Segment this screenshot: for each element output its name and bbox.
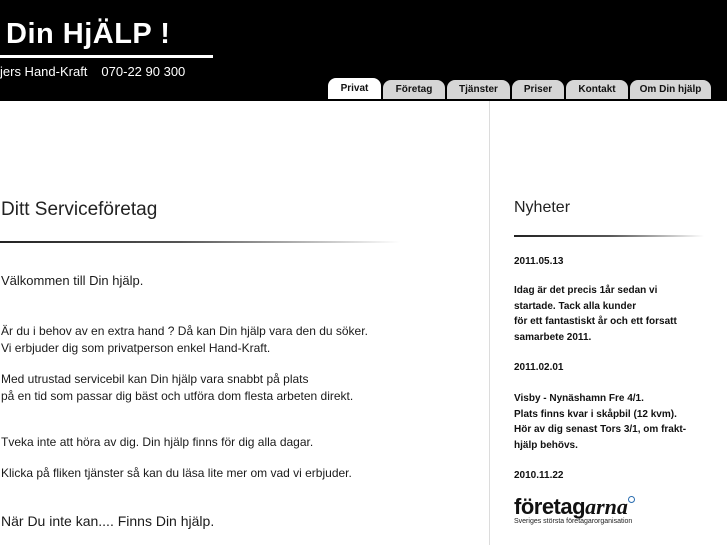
news-date: 2011.02.01 [514, 362, 564, 373]
site-title: Din HjÄLP ! [6, 18, 171, 50]
intro-line-2: Vi erbjuder dig som privatperson enkel Hand-Kraft. [1, 341, 271, 355]
news-line: Visby - Nynäshamn Fre 4/1. [514, 393, 644, 404]
tab-privat[interactable]: Privat [328, 78, 381, 99]
column-divider [489, 101, 490, 545]
tab-priser[interactable]: Priser [512, 80, 564, 99]
title-underline [0, 55, 213, 58]
tab-foretag[interactable]: Företag [383, 80, 445, 99]
tab-om-din-hjalp[interactable]: Om Din hjälp [630, 80, 711, 99]
welcome-text: Välkommen till Din hjälp. [1, 273, 144, 288]
registered-mark-icon [628, 496, 635, 503]
page-title: Ditt Serviceföretag [1, 199, 158, 220]
news-item-text [514, 391, 686, 453]
site-header [0, 0, 727, 101]
logo-wordmark [514, 494, 635, 520]
service-paragraph [1, 371, 353, 405]
news-item-text [514, 283, 677, 345]
tab-tjanster[interactable]: Tjänster [447, 80, 510, 99]
phone-number: 070-22 90 300 [101, 64, 186, 79]
tab-kontakt[interactable]: Kontakt [566, 80, 628, 99]
intro-paragraph [1, 323, 368, 357]
news-line: startade. Tack alla kunder [514, 300, 637, 312]
logo-tagline: Sveriges största företagarorganisation [514, 518, 633, 525]
site-subtitle [0, 64, 185, 79]
logo-word-italic: arna [585, 494, 628, 519]
services-hint-paragraph: Klicka på fliken tjänster så kan du läsa lite mer om vad vi erbjuder. [1, 466, 352, 480]
closing-slogan: När Du inte kan.... Finns Din hjälp. [1, 513, 215, 529]
service-line-2: på en tid som passar dig bäst och utföra dom flesta arbeten direkt. [1, 389, 354, 403]
news-line: Hör av dig senast Tors 3/1, om frakt- [514, 424, 687, 435]
news-line: hjälp behövs. [514, 439, 578, 451]
intro-line-1: Är du i behov av en extra hand ? Då kan Din hjälp vara den du söker. [1, 324, 368, 338]
news-date: 2010.11.22 [514, 470, 564, 481]
main-nav [326, 80, 711, 101]
news-date: 2011.05.13 [514, 256, 564, 267]
news-rule [514, 235, 704, 237]
news-line: Idag är det precis 1år sedan vi [514, 285, 658, 296]
news-title: Nyheter [514, 199, 571, 216]
page-content [0, 101, 727, 545]
foretagarna-logo[interactable] [514, 494, 635, 525]
contact-paragraph: Tveka inte att höra av dig. Din hjälp finns för dig alla dagar. [1, 435, 314, 449]
company-name: jers Hand-Kraft [0, 64, 88, 79]
news-line: samarbete 2011. [514, 331, 592, 343]
title-rule [0, 241, 400, 243]
service-line-1: Med utrustad servicebil kan Din hjälp vara snabbt på plats [1, 372, 309, 386]
news-line: Plats finns kvar i skåpbil (12 kvm). [514, 408, 677, 420]
news-line: för ett fantastiskt år och ett forsatt [514, 316, 677, 327]
logo-word-bold: företag [514, 494, 586, 519]
